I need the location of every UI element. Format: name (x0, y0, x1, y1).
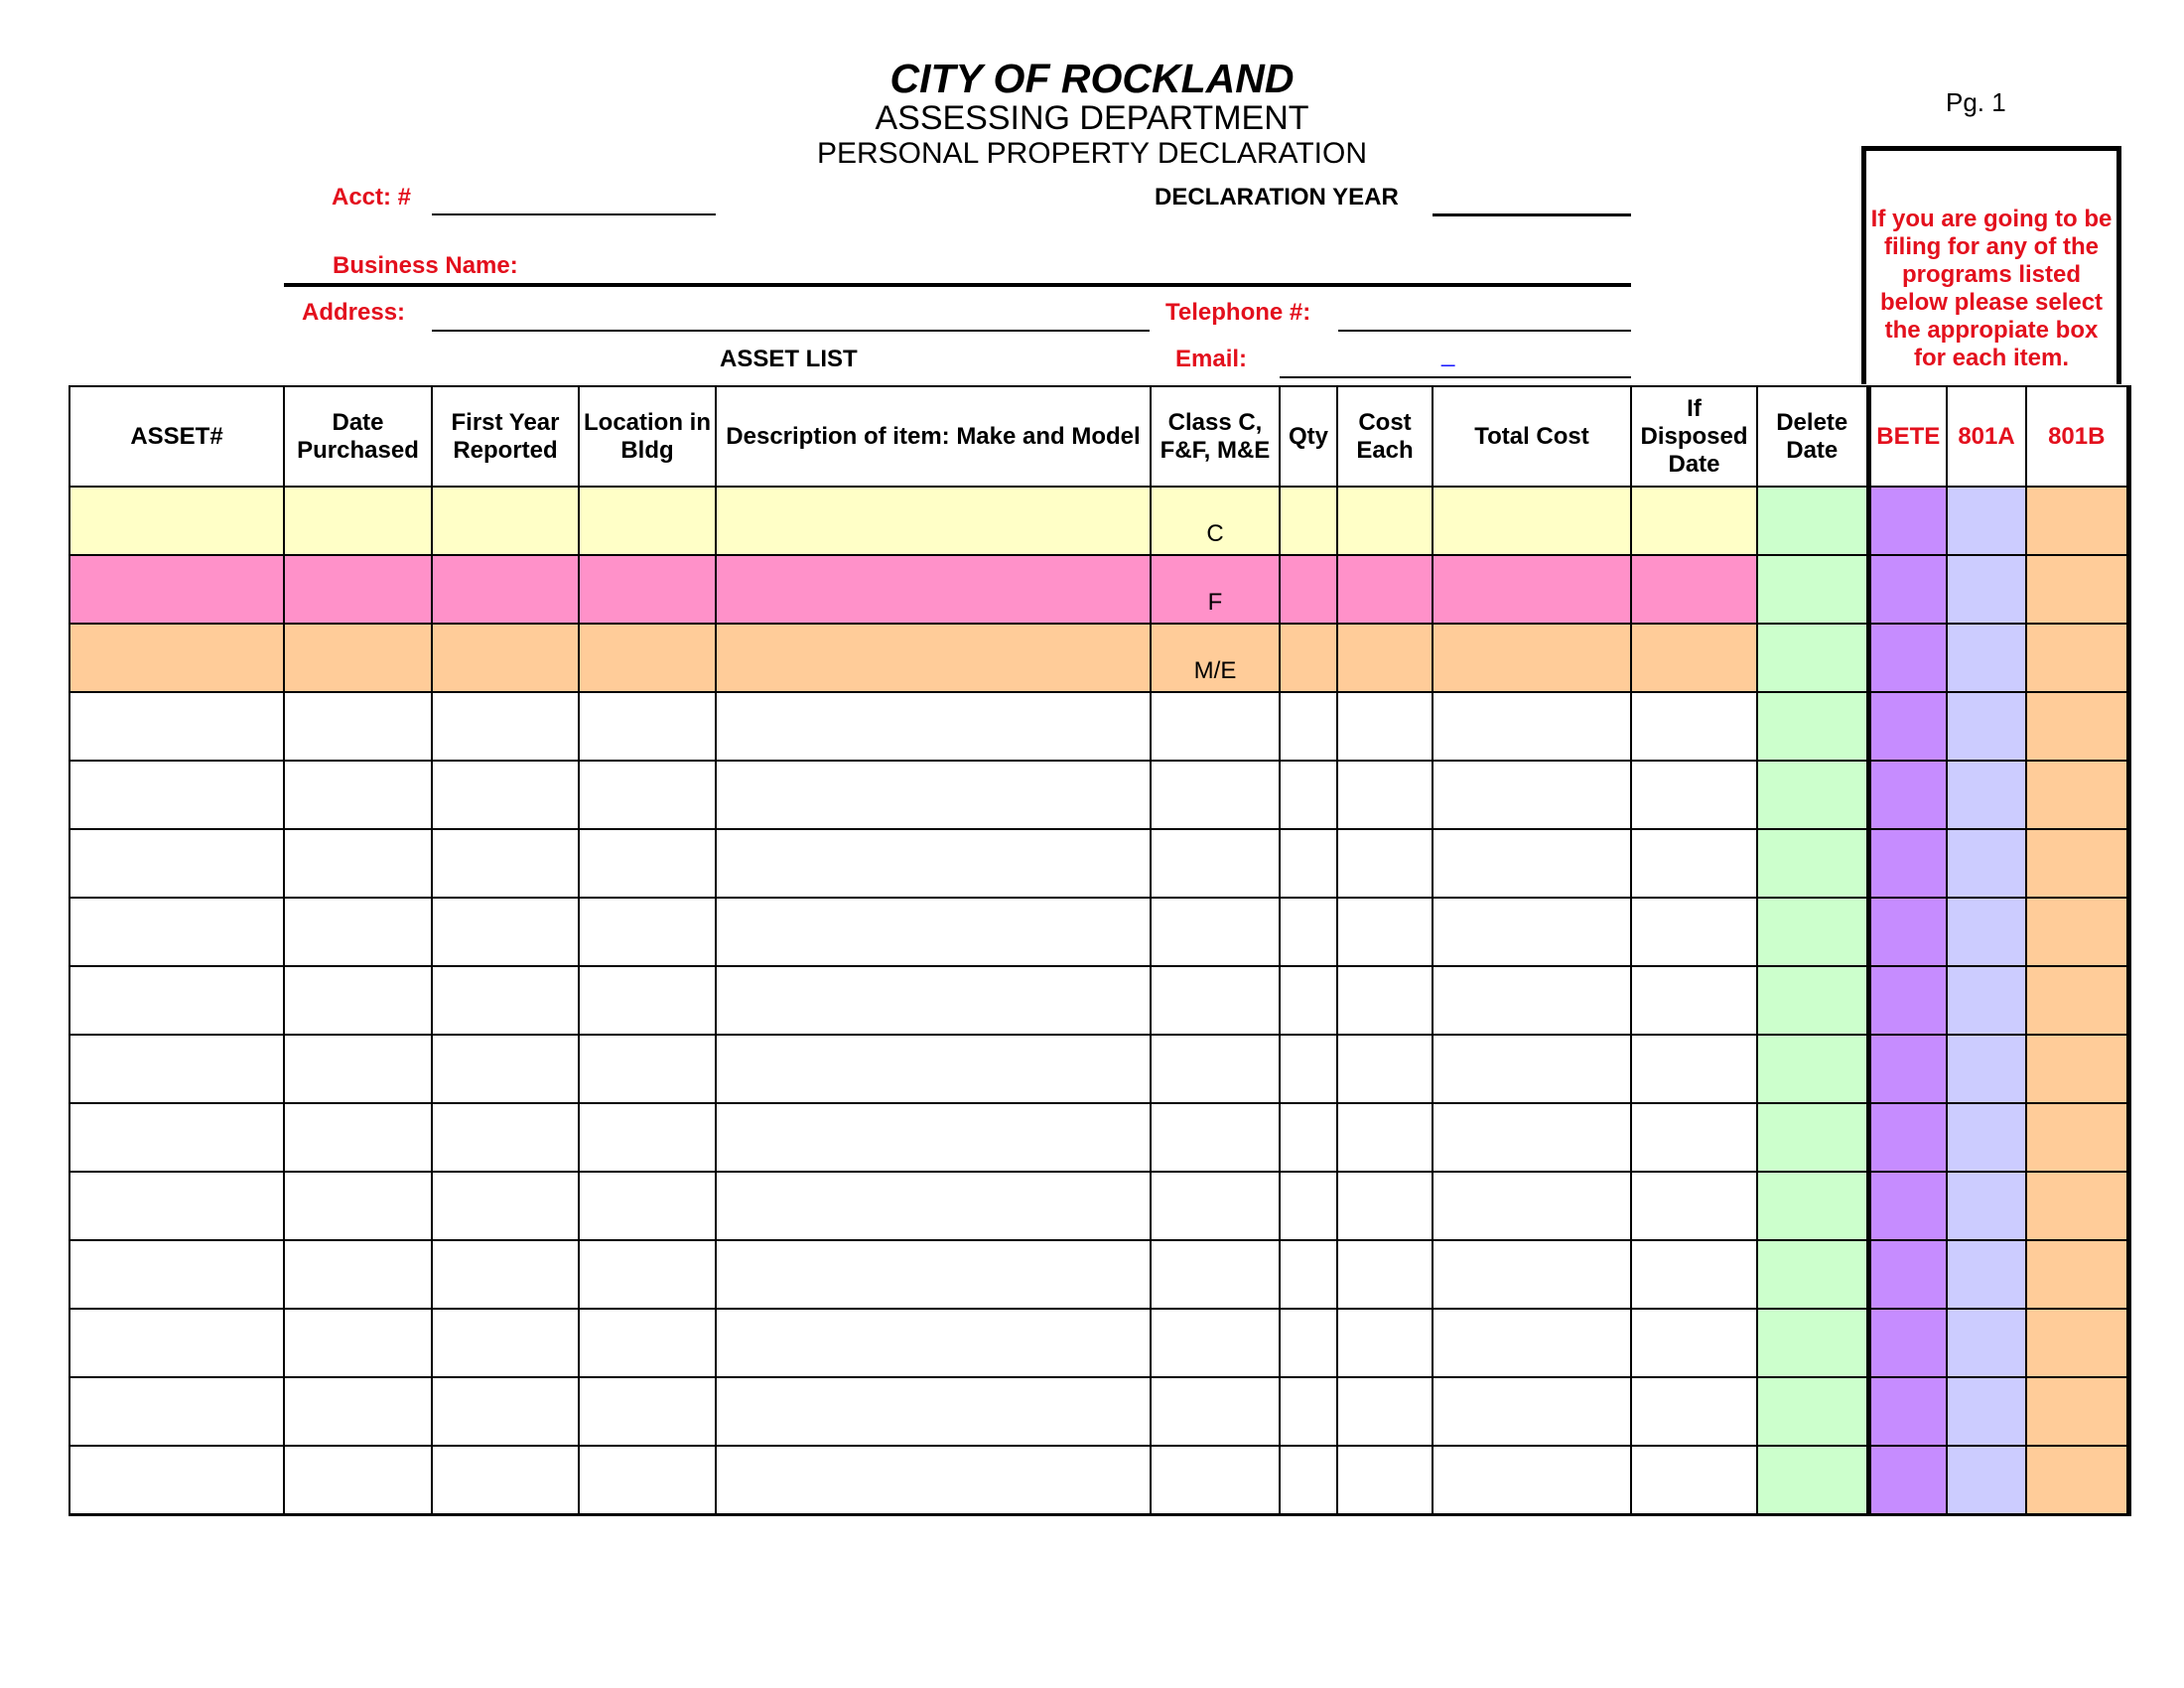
table-cell[interactable] (1757, 1377, 1868, 1446)
table-cell[interactable] (2026, 1035, 2128, 1103)
table-cell[interactable] (69, 966, 284, 1035)
table-cell[interactable] (579, 487, 716, 555)
table-row (69, 966, 2128, 1035)
table-cell[interactable] (716, 898, 1151, 966)
table-cell[interactable] (1947, 1103, 2026, 1172)
table-cell[interactable] (1868, 1103, 1947, 1172)
table-cell[interactable] (432, 898, 579, 966)
table-cell[interactable] (1868, 1240, 1947, 1309)
table-cell[interactable] (579, 1172, 716, 1240)
table-row (69, 898, 2128, 966)
address-field[interactable] (432, 330, 1150, 332)
table-cell[interactable] (1631, 1309, 1757, 1377)
table-cell[interactable] (69, 1103, 284, 1172)
table-cell[interactable] (432, 1035, 579, 1103)
table-cell[interactable] (1151, 966, 1280, 1035)
table-cell[interactable] (1280, 898, 1337, 966)
telephone-field[interactable] (1338, 330, 1631, 332)
business-name-label: Business Name: (333, 252, 518, 279)
table-cell[interactable] (1868, 829, 1947, 898)
table-cell[interactable] (1757, 1172, 1868, 1240)
table-row (69, 1103, 2128, 1172)
table-cell[interactable] (432, 1103, 579, 1172)
table-cell[interactable] (1947, 1240, 2026, 1309)
table-cell[interactable] (1433, 555, 1631, 624)
table-cell[interactable] (716, 761, 1151, 829)
table-cell[interactable] (1280, 624, 1337, 692)
table-cell[interactable] (1337, 829, 1433, 898)
table-cell[interactable] (579, 898, 716, 966)
table-cell[interactable] (1631, 624, 1757, 692)
table-cell[interactable] (1433, 1377, 1631, 1446)
table-cell[interactable] (1151, 898, 1280, 966)
table-cell[interactable] (1151, 1377, 1280, 1446)
table-cell[interactable] (1947, 624, 2026, 692)
table-cell[interactable] (1433, 487, 1631, 555)
declaration-year-field[interactable] (1433, 213, 1631, 216)
table-cell[interactable] (1433, 1035, 1631, 1103)
table-cell[interactable] (1433, 966, 1631, 1035)
table-cell[interactable] (432, 1309, 579, 1377)
table-cell[interactable] (284, 1446, 432, 1514)
table-cell[interactable] (1757, 761, 1868, 829)
table-cell[interactable] (1757, 555, 1868, 624)
table-cell[interactable] (716, 555, 1151, 624)
table-cell[interactable] (2026, 966, 2128, 1035)
header-class: Class C, F&F, M&E (1151, 386, 1280, 487)
table-cell[interactable] (1337, 1240, 1433, 1309)
table-cell[interactable] (432, 692, 579, 761)
table-cell[interactable] (716, 624, 1151, 692)
table-cell[interactable] (69, 898, 284, 966)
table-cell[interactable] (69, 555, 284, 624)
table-cell[interactable] (2026, 555, 2128, 624)
table-cell[interactable] (579, 624, 716, 692)
table-cell[interactable] (716, 829, 1151, 898)
header-asset-number: ASSET# (69, 386, 284, 487)
table-cell[interactable] (1337, 624, 1433, 692)
table-cell[interactable] (1433, 624, 1631, 692)
table-cell[interactable] (579, 1309, 716, 1377)
table-cell[interactable] (1433, 1240, 1631, 1309)
address-label: Address: (302, 299, 406, 326)
table-cell[interactable] (284, 1172, 432, 1240)
table-cell[interactable] (1631, 1172, 1757, 1240)
table-cell[interactable] (1631, 1240, 1757, 1309)
header-location: Location in Bldg (579, 386, 716, 487)
table-cell[interactable] (1757, 692, 1868, 761)
table-cell[interactable] (1280, 829, 1337, 898)
table-cell[interactable] (1433, 829, 1631, 898)
table-cell[interactable] (1631, 761, 1757, 829)
asset-list-label: ASSET LIST (720, 346, 858, 372)
table-cell[interactable] (1337, 1309, 1433, 1377)
table-cell[interactable] (284, 1240, 432, 1309)
header-801b: 801B (2026, 386, 2128, 487)
table-cell[interactable] (1433, 692, 1631, 761)
table-cell[interactable] (1947, 898, 2026, 966)
example-class-cell[interactable]: C (1151, 487, 1280, 555)
table-cell[interactable] (716, 1103, 1151, 1172)
table-cell[interactable] (1151, 829, 1280, 898)
table-cell[interactable] (1757, 487, 1868, 555)
table-cell[interactable] (579, 1446, 716, 1514)
program-notice: If you are going to be filing for any of the programs listed below please select the appropiate box for each item. (1870, 206, 2113, 371)
table-cell[interactable] (69, 1240, 284, 1309)
table-cell[interactable] (716, 966, 1151, 1035)
table-cell[interactable] (1947, 1172, 2026, 1240)
table-cell[interactable] (69, 1172, 284, 1240)
table-cell[interactable] (1631, 1035, 1757, 1103)
table-cell[interactable] (69, 1309, 284, 1377)
table-cell[interactable] (579, 1103, 716, 1172)
table-cell[interactable] (432, 487, 579, 555)
table-cell[interactable] (284, 761, 432, 829)
table-cell[interactable] (2026, 692, 2128, 761)
table-cell[interactable] (1757, 1035, 1868, 1103)
table-row (69, 761, 2128, 829)
table-cell[interactable] (1280, 692, 1337, 761)
table-cell[interactable] (1433, 1103, 1631, 1172)
table-cell[interactable] (1947, 966, 2026, 1035)
table-cell[interactable] (1337, 966, 1433, 1035)
table-cell[interactable] (2026, 1446, 2128, 1514)
page-number: Pg. 1 (1946, 87, 2006, 117)
table-cell[interactable] (1337, 1172, 1433, 1240)
header-801a: 801A (1947, 386, 2026, 487)
table-cell[interactable] (1280, 1172, 1337, 1240)
table-cell[interactable] (1433, 1309, 1631, 1377)
table-row (69, 1309, 2128, 1377)
table-cell[interactable] (1868, 692, 1947, 761)
table-cell[interactable] (1280, 1309, 1337, 1377)
business-name-field[interactable] (284, 283, 1631, 287)
table-cell[interactable] (1947, 555, 2026, 624)
table-cell[interactable] (432, 624, 579, 692)
table-cell[interactable] (1337, 898, 1433, 966)
telephone-label: Telephone #: (1165, 299, 1311, 326)
table-cell[interactable] (69, 487, 284, 555)
table-cell[interactable] (1631, 1377, 1757, 1446)
table-row (69, 1035, 2128, 1103)
table-cell[interactable] (1947, 487, 2026, 555)
table-cell[interactable] (1337, 1377, 1433, 1446)
table-cell[interactable] (716, 692, 1151, 761)
table-cell[interactable] (432, 829, 579, 898)
example-class-cell[interactable]: F (1151, 555, 1280, 624)
table-cell[interactable] (432, 1240, 579, 1309)
table-cell[interactable] (1947, 1035, 2026, 1103)
table-cell[interactable] (716, 487, 1151, 555)
table-cell[interactable] (1280, 1103, 1337, 1172)
table-cell[interactable] (716, 1035, 1151, 1103)
header-description: Description of item: Make and Model (716, 386, 1151, 487)
acct-label: Acct: # (332, 184, 412, 211)
table-cell[interactable] (432, 1377, 579, 1446)
table-cell[interactable] (284, 966, 432, 1035)
table-cell[interactable] (2026, 1240, 2128, 1309)
table-cell[interactable] (1947, 692, 2026, 761)
table-cell[interactable] (1947, 1377, 2026, 1446)
table-cell[interactable] (1631, 487, 1757, 555)
table-cell[interactable] (1868, 1172, 1947, 1240)
table-cell[interactable] (69, 692, 284, 761)
table-cell[interactable] (1868, 966, 1947, 1035)
table-cell[interactable] (69, 1035, 284, 1103)
clipped-heading: PERSONAL PROPERTY DECLARATION (816, 137, 1368, 170)
table-cell[interactable] (1151, 1035, 1280, 1103)
table-cell[interactable] (1757, 966, 1868, 1035)
table-cell[interactable] (69, 829, 284, 898)
table-cell[interactable] (1280, 1377, 1337, 1446)
email-link[interactable]: _ (1441, 341, 1455, 367)
declaration-year-label: DECLARATION YEAR (1155, 184, 1399, 211)
table-cell[interactable] (1868, 898, 1947, 966)
table-cell[interactable] (69, 761, 284, 829)
table-cell[interactable] (1757, 1309, 1868, 1377)
table-cell[interactable] (1757, 898, 1868, 966)
table-cell[interactable] (1631, 1103, 1757, 1172)
department-name: ASSESSING DEPARTMENT (875, 99, 1309, 137)
table-cell[interactable] (432, 1172, 579, 1240)
table-cell[interactable] (2026, 761, 2128, 829)
table-cell[interactable] (1757, 829, 1868, 898)
example-row (69, 624, 2128, 692)
email-label: Email: (1175, 346, 1248, 372)
table-cell[interactable] (1868, 1035, 1947, 1103)
table-cell[interactable] (1151, 692, 1280, 761)
acct-field[interactable] (432, 213, 716, 215)
header-delete-date: Delete Date (1757, 386, 1868, 487)
table-cell[interactable] (1947, 1446, 2026, 1514)
table-cell[interactable] (432, 966, 579, 1035)
table-cell[interactable] (284, 1309, 432, 1377)
table-cell[interactable] (1757, 1240, 1868, 1309)
table-row (69, 1446, 2128, 1514)
table-cell[interactable] (1433, 898, 1631, 966)
table-cell[interactable] (1337, 1446, 1433, 1514)
table-cell[interactable] (579, 692, 716, 761)
table-cell[interactable] (579, 966, 716, 1035)
table-cell[interactable] (1631, 555, 1757, 624)
table-cell[interactable] (432, 1446, 579, 1514)
table-cell[interactable] (1151, 1103, 1280, 1172)
page-title: CITY OF ROCKLAND (889, 56, 1295, 101)
table-cell[interactable] (1337, 487, 1433, 555)
table-row (69, 1240, 2128, 1309)
table-cell[interactable] (1151, 1446, 1280, 1514)
table-row (69, 1377, 2128, 1446)
table-cell[interactable] (1280, 761, 1337, 829)
table-cell[interactable] (716, 1240, 1151, 1309)
table-cell[interactable] (1280, 966, 1337, 1035)
table-cell[interactable] (2026, 1377, 2128, 1446)
table-cell[interactable] (69, 1446, 284, 1514)
table-cell[interactable] (432, 761, 579, 829)
table-cell[interactable] (69, 624, 284, 692)
table-cell[interactable] (284, 1103, 432, 1172)
table-cell[interactable] (2026, 898, 2128, 966)
table-cell[interactable] (1757, 1103, 1868, 1172)
header-bete: BETE (1868, 386, 1947, 487)
table-cell[interactable] (1433, 761, 1631, 829)
table-cell[interactable] (716, 1172, 1151, 1240)
table-cell[interactable] (579, 1377, 716, 1446)
table-cell[interactable] (1337, 761, 1433, 829)
table-cell[interactable] (1337, 1035, 1433, 1103)
table-cell[interactable] (579, 761, 716, 829)
table-cell[interactable] (1151, 1172, 1280, 1240)
table-cell[interactable] (1757, 624, 1868, 692)
table-cell[interactable] (284, 898, 432, 966)
table-cell[interactable] (284, 692, 432, 761)
header-first-year-reported: First Year Reported (432, 386, 579, 487)
table-cell[interactable] (579, 555, 716, 624)
table-cell[interactable] (432, 555, 579, 624)
table-row (69, 1172, 2128, 1240)
table-cell[interactable] (1337, 692, 1433, 761)
table-cell[interactable] (1868, 761, 1947, 829)
table-cell[interactable] (1280, 1240, 1337, 1309)
table-cell[interactable] (1868, 555, 1947, 624)
table-row (69, 692, 2128, 761)
table-cell[interactable] (1757, 1446, 1868, 1514)
table-cell[interactable] (1631, 692, 1757, 761)
example-row (69, 555, 2128, 624)
table-cell[interactable] (69, 1377, 284, 1446)
table-cell[interactable] (284, 624, 432, 692)
email-field[interactable] (1280, 376, 1631, 378)
table-row (69, 829, 2128, 898)
table-cell[interactable] (579, 829, 716, 898)
table-cell[interactable] (1947, 829, 2026, 898)
table-cell[interactable] (284, 487, 432, 555)
table-cell[interactable] (1631, 966, 1757, 1035)
table-cell[interactable] (2026, 487, 2128, 555)
table-cell[interactable] (1280, 1446, 1337, 1514)
table-cell[interactable] (2026, 1309, 2128, 1377)
header-date-purchased: Date Purchased (284, 386, 432, 487)
table-cell[interactable] (1337, 1103, 1433, 1172)
table-cell[interactable] (579, 1240, 716, 1309)
table-cell[interactable] (1151, 1240, 1280, 1309)
header-total-cost: Total Cost (1433, 386, 1631, 487)
table-cell[interactable] (716, 1446, 1151, 1514)
table-cell[interactable] (1280, 1035, 1337, 1103)
table-cell[interactable] (579, 1035, 716, 1103)
header-disposed-date: If Disposed Date (1631, 386, 1757, 487)
table-cell[interactable] (284, 1377, 432, 1446)
table-cell[interactable] (1631, 829, 1757, 898)
table-cell[interactable] (284, 1035, 432, 1103)
header-row (69, 386, 2128, 487)
table-cell[interactable] (2026, 1172, 2128, 1240)
table-cell[interactable] (284, 555, 432, 624)
table-cell[interactable] (1868, 487, 1947, 555)
table-cell[interactable] (716, 1377, 1151, 1446)
header-qty: Qty (1280, 386, 1337, 487)
table-cell[interactable] (1868, 624, 1947, 692)
table-cell[interactable] (1151, 1309, 1280, 1377)
table-cell[interactable] (1631, 1446, 1757, 1514)
table-cell[interactable] (1947, 761, 2026, 829)
asset-table (68, 385, 2131, 1516)
table-cell[interactable] (1868, 1377, 1947, 1446)
table-cell[interactable] (2026, 1103, 2128, 1172)
header-cost-each: Cost Each (1337, 386, 1433, 487)
example-class-cell[interactable]: M/E (1151, 624, 1280, 692)
table-cell[interactable] (1151, 761, 1280, 829)
table-cell[interactable] (284, 829, 432, 898)
table-cell[interactable] (1433, 1172, 1631, 1240)
table-cell[interactable] (1280, 487, 1337, 555)
table-cell[interactable] (2026, 624, 2128, 692)
table-cell[interactable] (1433, 1446, 1631, 1514)
table-cell[interactable] (1280, 555, 1337, 624)
table-cell[interactable] (1337, 555, 1433, 624)
example-row (69, 487, 2128, 555)
table-cell[interactable] (2026, 829, 2128, 898)
table-cell[interactable] (1868, 1446, 1947, 1514)
table-cell[interactable] (1631, 898, 1757, 966)
table-cell[interactable] (1868, 1309, 1947, 1377)
table-cell[interactable] (716, 1309, 1151, 1377)
table-cell[interactable] (1947, 1309, 2026, 1377)
